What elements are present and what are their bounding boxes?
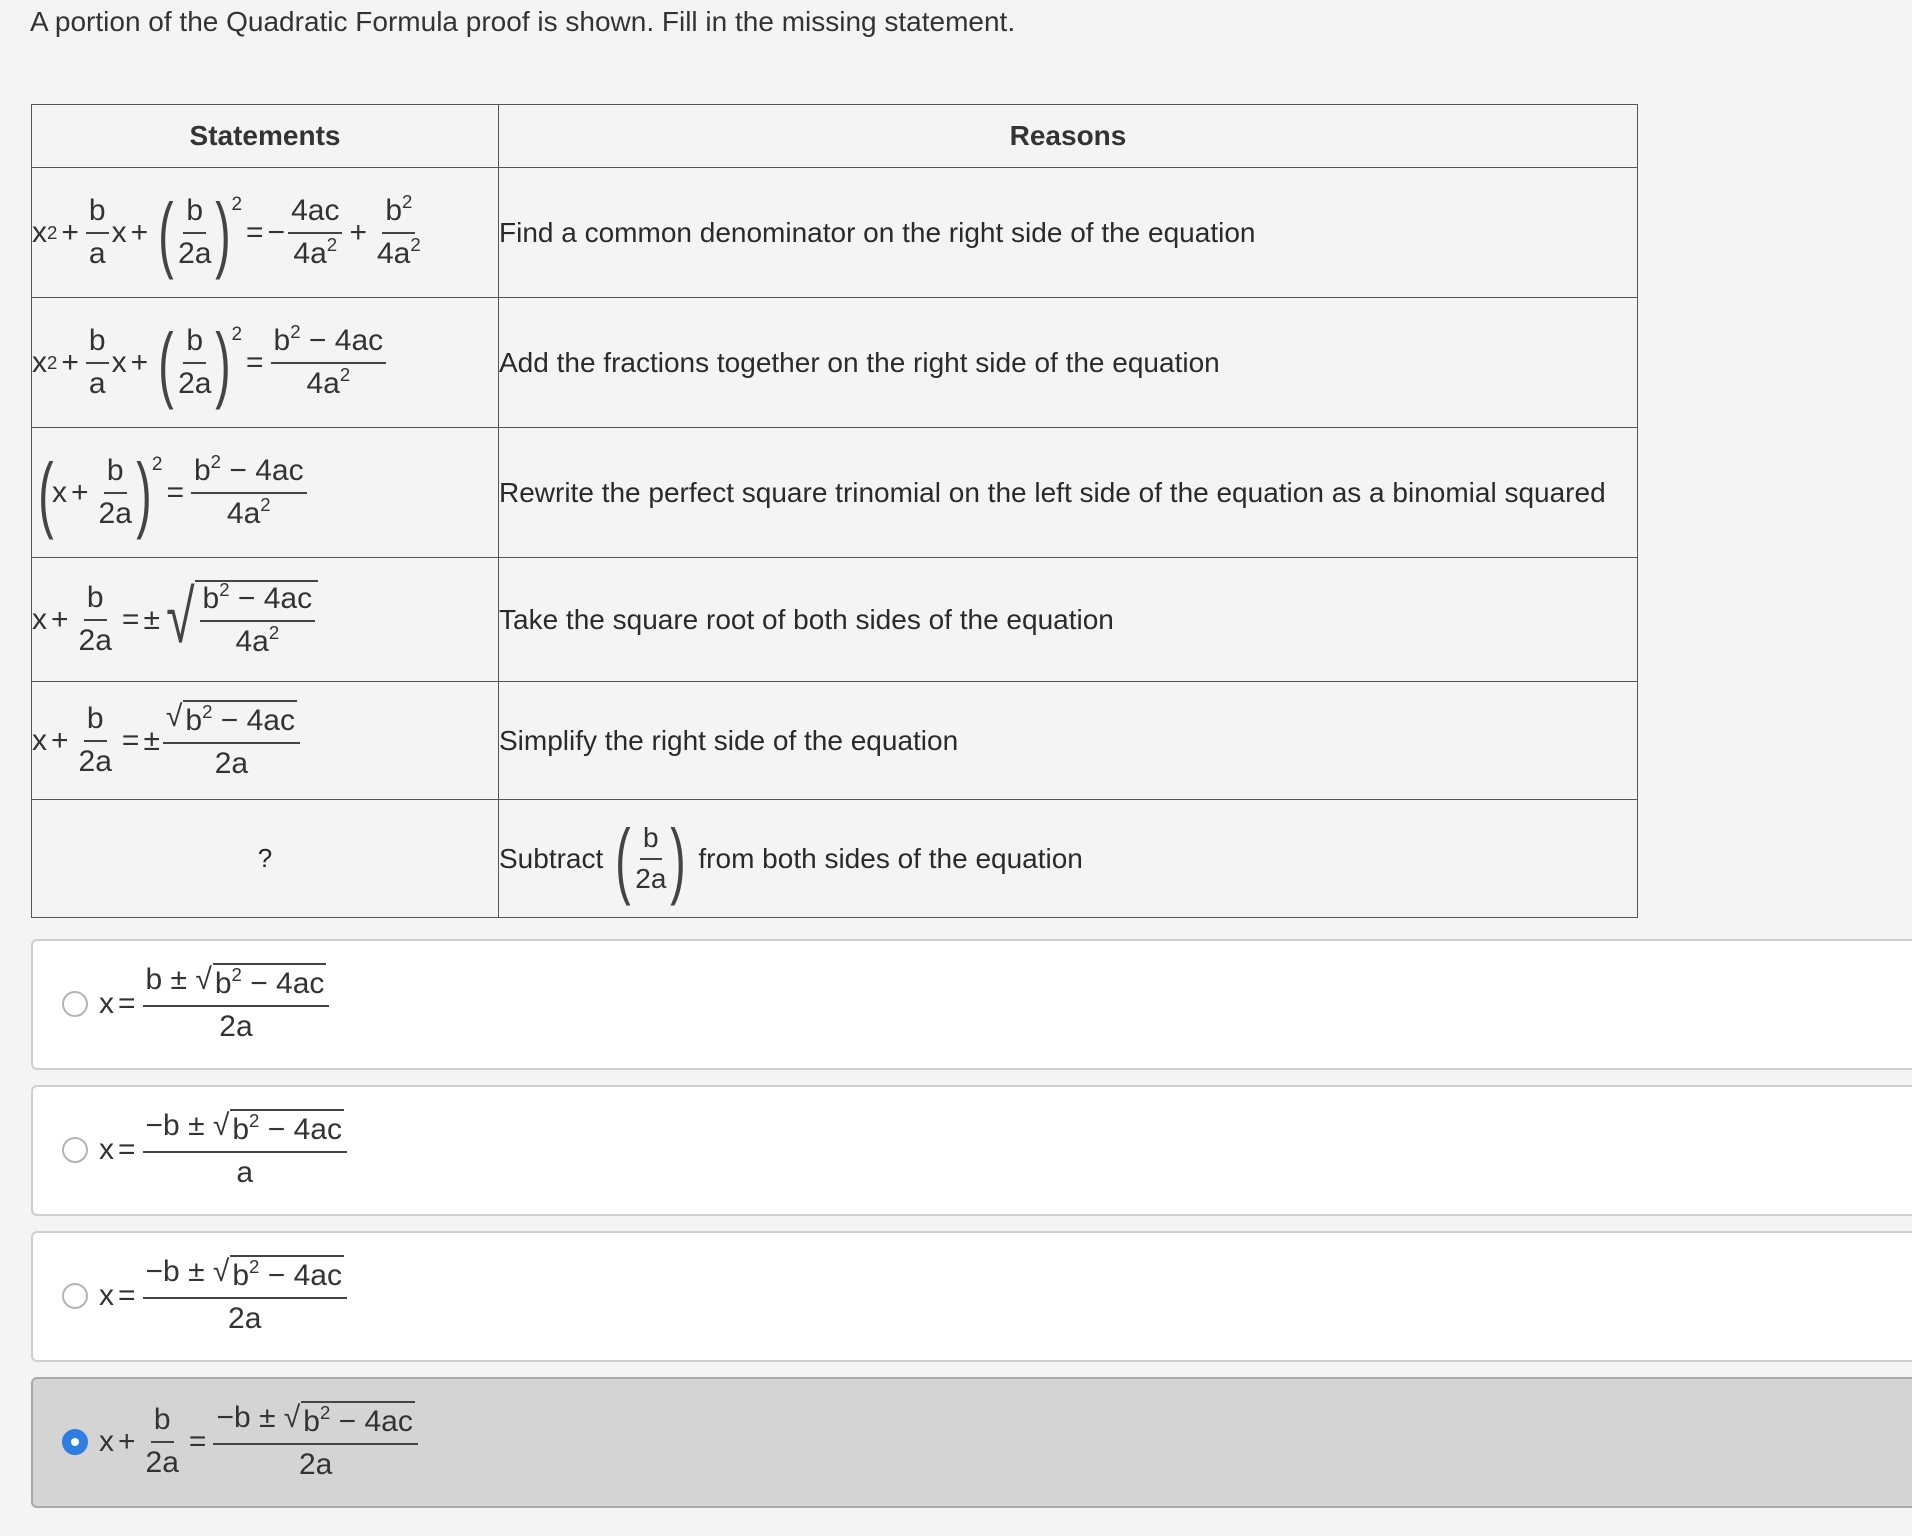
- reason-cell: Subtract ( $\frac{b}{2a}$ ) from both sides of the equation: [499, 800, 1638, 918]
- answer-option-4[interactable]: [31, 1377, 1912, 1508]
- statement-cell: [32, 428, 499, 558]
- radio-button-selected[interactable]: [62, 1429, 88, 1455]
- statement-cell: [32, 298, 499, 428]
- radio-button[interactable]: [62, 1283, 88, 1309]
- option-math: x = b ± √ $b^2 - 4ac$ 2a: [99, 963, 332, 1044]
- radio-button[interactable]: [62, 1137, 88, 1163]
- reason-cell: Add the fractions together on the right side of the equation: [499, 298, 1638, 428]
- statement-math: x + $\frac{b}{2a}$ = ± √ $b^2 - 4ac$ 2a: [32, 700, 303, 781]
- table-row: [32, 558, 1638, 682]
- missing-statement: ?: [32, 800, 499, 918]
- radio-button[interactable]: [62, 991, 88, 1017]
- reason-cell: Find a common denominator on the right side of the equation: [499, 168, 1638, 298]
- table-row: [32, 298, 1638, 428]
- reason-cell: Take the square root of both sides of the equation: [499, 558, 1638, 682]
- table-row: [32, 682, 1638, 800]
- answer-option-3[interactable]: [31, 1231, 1912, 1362]
- table-header-row: [32, 105, 1638, 168]
- option-math: x = −b ± √ $b^2 - 4ac$ a: [99, 1109, 350, 1190]
- table-row: [32, 428, 1638, 558]
- statement-cell: [32, 168, 499, 298]
- statement-cell: [32, 682, 499, 800]
- statement-math: x 2 + $\frac{b}{a}$ x + ( $\frac{b}{2a}$ ) 2 = $\frac{b^2 - 4ac}{4a^2}$: [32, 321, 389, 405]
- answer-option-1[interactable]: [31, 939, 1912, 1070]
- option-math: x = −b ± √ $b^2 - 4ac$ 2a: [99, 1255, 350, 1336]
- statement-math: ( x + $\frac{b}{2a}$ ) 2 = $\frac{b^2 - 4ac}{4a^2}$: [32, 451, 310, 535]
- table-row: [32, 800, 1638, 918]
- reason-cell: Rewrite the perfect square trinomial on the left side of the equation as a binomial squared: [499, 428, 1638, 558]
- answer-option-2[interactable]: [31, 1085, 1912, 1216]
- reason-cell: Simplify the right side of the equation: [499, 682, 1638, 800]
- question-prompt: A portion of the Quadratic Formula proof is shown. Fill in the missing statement.: [30, 6, 1016, 37]
- option-math: x + $\frac{b}{2a}$ = −b ± √ $b^2 - 4ac$ 2a: [99, 1401, 421, 1482]
- statements-header: Statements: [32, 105, 499, 168]
- proof-table: [31, 104, 1638, 918]
- reasons-header: Reasons: [499, 105, 1638, 168]
- statement-math: x + $\frac{b}{2a}$ = ± √ $\frac{b^2 - 4ac}{4a^2}$: [32, 580, 318, 659]
- statement-cell: [32, 558, 499, 682]
- statement-math: x 2 + $\frac{b}{a}$ x + ( $\frac{b}{2a}$ ) 2 = − $\frac{4ac}{4a^2}$ + $\frac{b^2}{4a^2}$: [32, 185, 421, 280]
- table-row: [32, 168, 1638, 298]
